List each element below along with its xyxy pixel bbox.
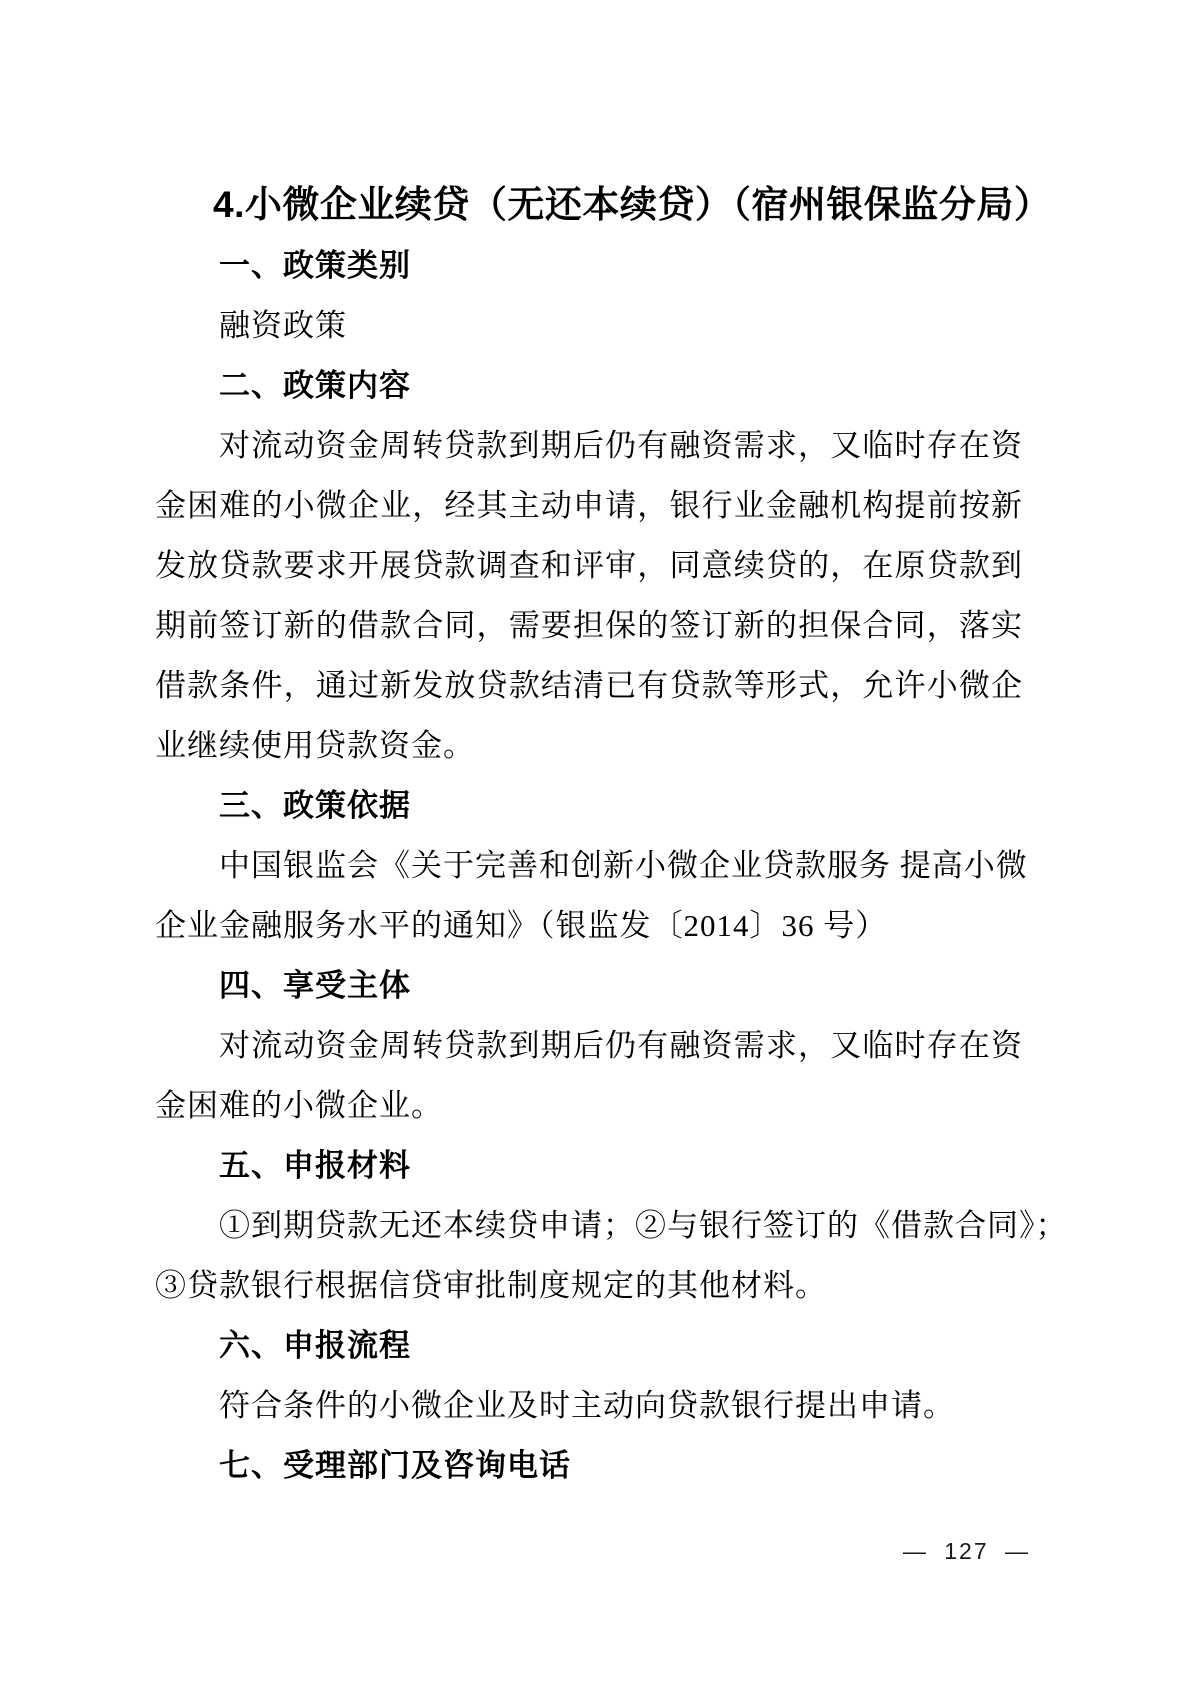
body-line: 金困难的小微企业，经其主动申请，银行业金融机构提前按新 bbox=[155, 488, 1023, 523]
document-body bbox=[155, 236, 1068, 1496]
page-number: — 127 — bbox=[902, 1538, 1030, 1564]
body-line: 业继续使用贷款资金。 bbox=[155, 728, 475, 763]
body-line: 对流动资金周转贷款到期后仍有融资需求，又临时存在资 bbox=[219, 428, 1023, 463]
section-heading: 七、受理部门及咨询电话 bbox=[219, 1448, 571, 1483]
section-heading: 二、政策内容 bbox=[219, 368, 411, 403]
document-title: 4.小微企业续贷（无还本续贷）（宿州银保监分局） bbox=[213, 184, 1052, 225]
body-line: 融资政策 bbox=[219, 308, 347, 343]
body-line: 对流动资金周转贷款到期后仍有融资需求，又临时存在资 bbox=[219, 1028, 1023, 1063]
body-line: 中国银监会《关于完善和创新小微企业贷款服务 提高小微 bbox=[219, 848, 1028, 883]
body-line: 发放贷款要求开展贷款调查和评审，同意续贷的，在原贷款到 bbox=[155, 548, 1023, 583]
body-line: 符合条件的小微企业及时主动向贷款银行提出申请。 bbox=[219, 1388, 955, 1423]
body-line: 借款条件，通过新发放贷款结清已有贷款等形式，允许小微企 bbox=[155, 668, 1023, 703]
body-line: ③贷款银行根据信贷审批制度规定的其他材料。 bbox=[155, 1268, 827, 1303]
body-line: 企业金融服务水平的通知》（银监发〔2014〕36 号） bbox=[155, 908, 888, 943]
section-heading: 一、政策类别 bbox=[219, 248, 411, 283]
section-heading: 三、政策依据 bbox=[219, 788, 411, 823]
section-heading: 五、申报材料 bbox=[219, 1148, 411, 1183]
section-heading: 六、申报流程 bbox=[219, 1328, 411, 1363]
body-line: 金困难的小微企业。 bbox=[155, 1088, 443, 1123]
body-line: ①到期贷款无还本续贷申请；②与银行签订的《借款合同》； bbox=[219, 1208, 1068, 1243]
body-line: 期前签订新的借款合同，需要担保的签订新的担保合同，落实 bbox=[155, 608, 1023, 643]
section-heading: 四、享受主体 bbox=[219, 968, 411, 1003]
